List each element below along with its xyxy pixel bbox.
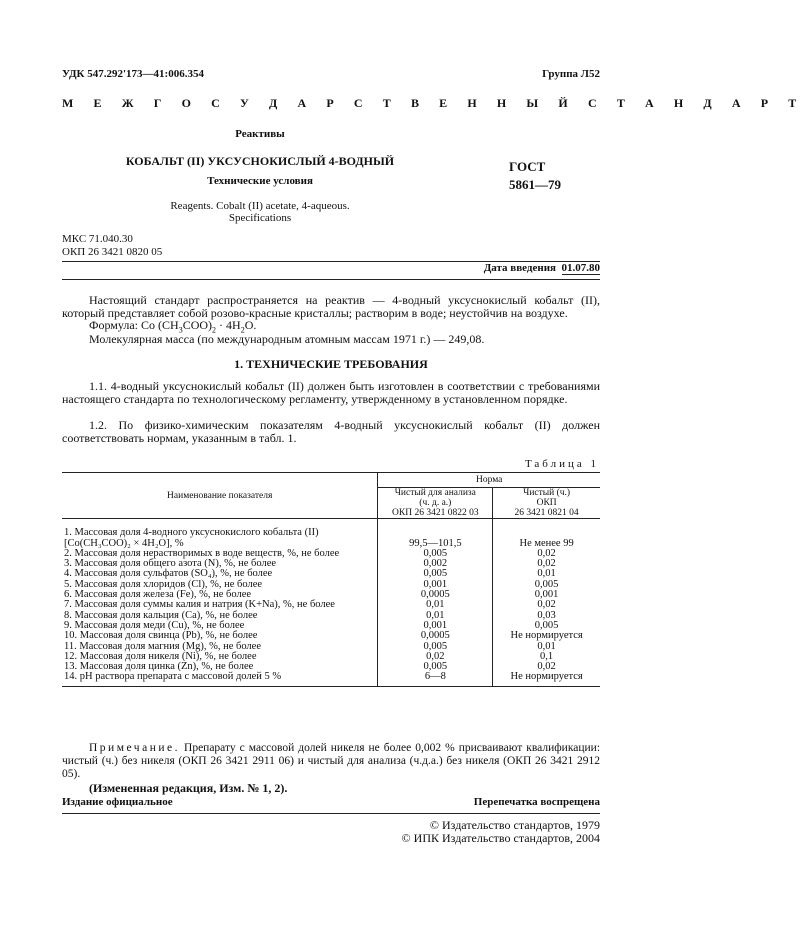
divider-bottom <box>62 279 600 280</box>
note-paragraph <box>62 742 600 781</box>
value-analytical-cell: 0,002 <box>378 559 493 569</box>
value-pure-cell: 0,03 <box>493 611 600 621</box>
indicator-cell: 7. Массовая доля суммы калия и натрия (K+Na), %, не более <box>64 599 335 611</box>
value-pure-cell: 0,001 <box>493 590 600 600</box>
okp-code: ОКП 26 3421 0820 05 <box>62 246 163 258</box>
intro-paragraph: Настоящий стандарт распространяется на реактив — 4-водный уксуснокислый кобальт (II), который представляет собой розово-красные кристаллы; растворим в воде; неустойчив на воздухе. <box>62 293 600 320</box>
value-pure-cell: 0,01 <box>493 569 600 579</box>
value-analytical-cell: 0,0005 <box>378 590 493 600</box>
table-body <box>62 519 600 686</box>
header-grade-pure: Чистый (ч.) ОКП 26 3421 0821 04 <box>493 488 600 519</box>
section-paragraph-2: 1.2. По физико-химическим показателям 4-водный уксуснокислый кобальт (II) должен соответствовать нормам, указанным в табл. 1. <box>62 418 600 445</box>
indicator-cell: 14. pH раствора препарата с массовой долей 5 % <box>64 671 282 683</box>
value-pure-cell: 0,1 <box>493 652 600 662</box>
indicator-cell: 6. Массовая доля железа (Fe), %, не более <box>64 589 252 601</box>
indicator-cell: 12. Массовая доля никеля (Ni), %, не более <box>64 650 257 662</box>
udk-code: УДК 547.292'173—41:006.354 <box>62 68 204 80</box>
value-pure-cell: 0,005 <box>493 621 600 631</box>
indicator-cell: 10. Массовая доля свинца (Pb), %, не более <box>64 630 258 642</box>
indicator-cell: 3. Массовая доля общего азота (N), %, не более <box>64 558 277 570</box>
gost-label: ГОСТ <box>509 159 546 174</box>
value-pure-cell <box>493 519 600 539</box>
value-pure-cell: 0,02 <box>493 600 600 610</box>
note-text: Препарату с массовой долей никеля не более 0,002 % присваивают квалификации: чистый (ч.) без никеля (ОКП 26 3421 2911 06) и чистый для анализа (ч.д.а.) без никеля (ОКП 26 3421 2912 05). <box>62 742 601 780</box>
table-row <box>62 672 600 686</box>
value-analytical-cell: 6—8 <box>378 672 493 686</box>
value-pure-cell: 0,005 <box>493 580 600 590</box>
english-title-line1: Reagents. Cobalt (II) acetate, 4-aqueous. <box>170 200 350 212</box>
document-subtitle: Технические условия <box>207 175 313 187</box>
indicator-cell: 2. Массовая доля нерастворимых в воде веществ, %, не более <box>64 547 340 559</box>
value-analytical-cell: 0,001 <box>378 621 493 631</box>
header-indicator: Наименование показателя <box>62 473 378 519</box>
intro-date-value: 01.07.80 <box>561 262 600 274</box>
gost-number: 5861—79 <box>509 177 561 192</box>
value-analytical-cell: 99,5—101,5 <box>378 539 493 549</box>
note-label: Примечание. <box>89 742 180 754</box>
indicator-cell: 5. Массовая доля хлоридов (Cl), %, не более <box>64 578 263 590</box>
indicator-cell: [Co(CH₃COO)₂ × 4H₂O], % <box>64 537 184 549</box>
indicator-cell: 4. Массовая доля сульфатов (SO₄), %, не более <box>64 568 273 580</box>
value-analytical-cell: 0,02 <box>378 652 493 662</box>
value-pure-cell: 0,02 <box>493 662 600 672</box>
amendment-note: (Измененная редакция, Изм. № 1, 2). <box>89 781 288 795</box>
table-row <box>62 519 600 539</box>
official-edition: Издание официальное <box>62 796 173 808</box>
molecular-mass: Молекулярная масса (по международным атомным массам 1971 г.) — 249,08. <box>89 332 485 346</box>
requirements-table <box>62 472 600 687</box>
mks-code: МКС 71.040.30 <box>62 233 133 245</box>
header-grade-analytical: Чистый для анализа (ч. д. а.) ОКП 26 3421 0822 03 <box>378 488 493 519</box>
document-title: КОБАЛЬТ (II) УКСУСНОКИСЛЫЙ 4-ВОДНЫЙ <box>125 154 395 168</box>
reprint-prohibited: Перепечатка воспрещена <box>473 796 600 808</box>
table-caption: Таблица 1 <box>524 458 599 470</box>
english-title-line2: Specifications <box>228 212 292 224</box>
header-norm: Норма <box>378 473 600 488</box>
indicator-cell: 11. Массовая доля магния (Mg), %, не более <box>64 640 261 652</box>
value-analytical-cell: 0,005 <box>378 662 493 672</box>
copyright-2004: © ИПК Издательство стандартов, 2004 <box>401 831 600 845</box>
indicator-cell: 13. Массовая доля цинка (Zn), %, не более <box>64 661 254 673</box>
value-pure-cell: Не нормируется <box>493 631 600 641</box>
intro-date-label: Дата введения <box>483 262 556 274</box>
value-analytical-cell: 0,005 <box>378 642 493 652</box>
standard-banner: М Е Ж Г О С У Д А Р С Т В Е Н Н Ы Й С Т А Н Д А Р Т <box>62 96 805 110</box>
value-analytical-cell: 0,0005 <box>378 631 493 641</box>
group-code: Группа Л52 <box>542 68 600 80</box>
value-analytical-cell: 0,01 <box>378 600 493 610</box>
value-pure-cell: Не менее 99 <box>493 539 600 549</box>
indicator-cell: 9. Массовая доля меди (Cu), %, не более <box>64 619 245 631</box>
value-pure-cell: Не нормируется <box>493 672 600 686</box>
value-analytical-cell: 0,005 <box>378 569 493 579</box>
value-analytical-cell: 0,005 <box>378 549 493 559</box>
section-heading: 1. ТЕХНИЧЕСКИЕ ТРЕБОВАНИЯ <box>234 357 428 371</box>
indicator-cell: 8. Массовая доля кальция (Ca), %, не более <box>64 609 258 621</box>
value-analytical-cell: 0,001 <box>378 580 493 590</box>
footer-rule <box>62 813 600 814</box>
intro-date <box>484 262 600 274</box>
value-pure-cell: 0,02 <box>493 549 600 559</box>
indicator-cell: 1. Массовая доля 4-водного уксуснокислого кобальта (II) <box>64 527 319 539</box>
formula-line: Формула: Co $(CH_3COO)_2 \cdot 4H_2O$. <box>89 318 257 335</box>
section-paragraph-1: 1.1. 4-водный уксуснокислый кобальт (II) должен быть изготовлен в соответствии с требованиями настоящего стандарта по технологическому регламенту, утвержденному в установленном порядке. <box>62 379 600 406</box>
value-analytical-cell <box>378 519 493 539</box>
copyright-1979: © Издательство стандартов, 1979 <box>429 818 600 832</box>
value-analytical-cell: 0,01 <box>378 611 493 621</box>
value-pure-cell: 0,01 <box>493 642 600 652</box>
category-title: Реактивы <box>235 128 285 140</box>
value-pure-cell: 0,02 <box>493 559 600 569</box>
